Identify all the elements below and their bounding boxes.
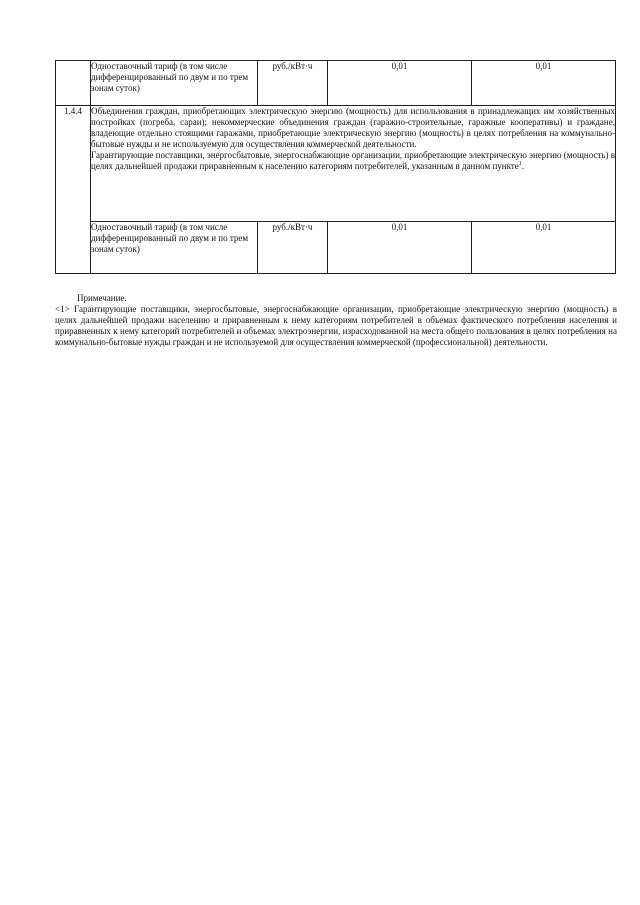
table-row [56, 106, 616, 222]
unit-cell: руб./кВт·ч [258, 61, 328, 106]
section-number-cell: 1.4.4 [56, 106, 91, 274]
section-description-cell [91, 106, 616, 222]
section-paragraph [91, 150, 615, 172]
table-row [56, 61, 616, 106]
tariff-table [55, 60, 616, 274]
note-text: <1> Гарантирующие поставщики, энергосбытовые, энергоснабжающие организации, приобретающие электрическую энергию (мощность) в целях дальнейшей продажи населению и приравненным к нему категориям потребителей в объемах фактического потребления населения и приравненных к нему категорий потребителей и объемах электроэнергии, израсходованной на места общего пользования в целях потребления на коммунально-бытовые нужды граждан и не используемой для осуществления коммерческой (профессиональной) деятельности. [55, 304, 617, 347]
section-paragraph-text: Гарантирующие поставщики, энергосбытовые, энергоснабжающие организации, приобретающие электрическую энергию (мощность) в целях дальнейшей продажи приравненным к населению категориям потребителей, указанным в данном пункте [91, 150, 615, 171]
value-cell: 0,01 [328, 61, 472, 106]
footnote-block [55, 293, 617, 348]
table-row [56, 222, 616, 274]
section-paragraph-end: . [521, 161, 525, 171]
value-cell: 0,01 [472, 222, 616, 274]
tariff-description-cell: Одноставочный тариф (в том числе дифференцированный по двум и по трем зонам суток) [91, 61, 258, 106]
footnote-marker: 1 [518, 161, 522, 167]
value-cell: 0,01 [328, 222, 472, 274]
value-cell: 0,01 [472, 61, 616, 106]
unit-cell: руб./кВт·ч [258, 222, 328, 274]
section-paragraph: Объединения граждан, приобретающих электрическую энергию (мощность) для использования в принадлежащих им хозяйственных постройках (погреба, сараи); некоммерческие объединения граждан (гаражно-строительные, гаражные кооперативы) и граждане, владеющие отдельно стоящими гаражами, приобретающие электрическую энергию (мощность) в целях потребления на коммунально-бытовые нужды и не используемую для осуществления коммерческой деятельности. [91, 106, 615, 149]
tariff-description-cell: Одноставочный тариф (в том числе дифференцированный по двум и по трем зонам суток) [91, 222, 258, 274]
row-number-cell [56, 61, 91, 106]
note-title: Примечание. [77, 293, 127, 303]
